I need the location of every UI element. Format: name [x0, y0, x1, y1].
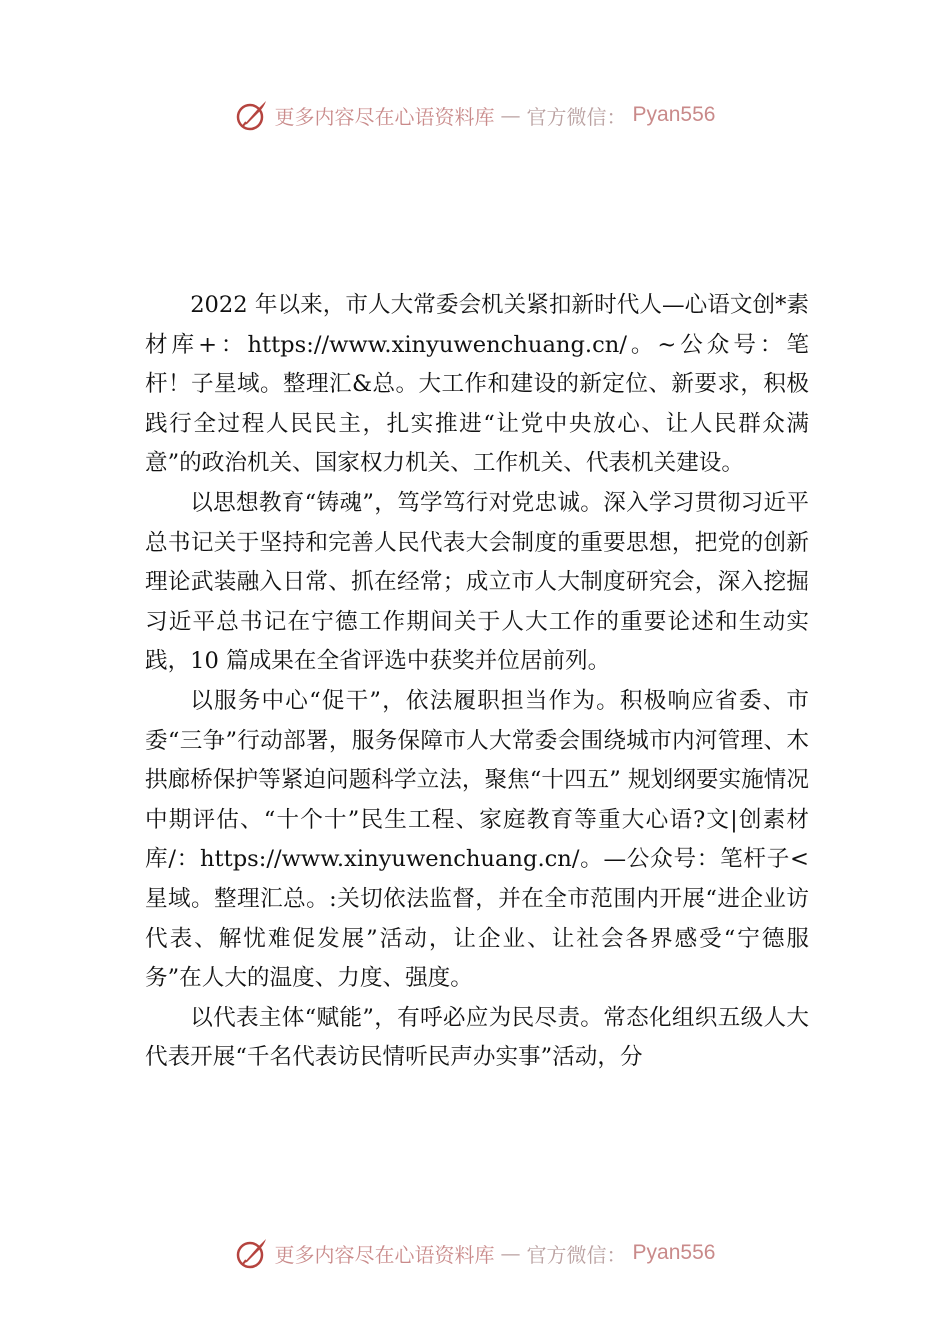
footer-banner-text: 更多内容尽在心语资料库 — [274, 1242, 495, 1267]
header-banner — [0, 95, 950, 135]
footer-banner-id: Pyan556 — [632, 1241, 716, 1264]
quill-logo-icon — [235, 98, 269, 132]
header-banner-text: 更多内容尽在心语资料库 — [274, 104, 495, 129]
document-body — [145, 286, 809, 1078]
paragraph-4: 以代表主体“赋能”，有呼必应为民尽责。常态化组织五级人大代表开展“千名代表访民情听民声办实事”活动，分 — [145, 1004, 809, 1071]
footer-banner-separator: — — [500, 1241, 521, 1265]
footer-banner — [0, 1233, 950, 1273]
paragraph-3: 以服务中心“促干”，依法履职担当作为。积极响应省委、市委“三争”行动部署，服务保障市人大常委会围绕城市内河管理、木拱廊桥保护等紧迫问题科学立法，聚焦“十四五” 规划纲要实施情况中期评估、“十个十”民生工程、家庭教育等重大心语?文|创素材库/：https://www.xinyuwenchuang.cn/。—公众号：笔杆子<星域。整理汇总。:关切依法监督，并在全市范围内开展“进企业访代表、解忧难促发展”活动，让企业、让社会各界感受“宁德服务”在人大的温度、力度、强度。 — [145, 687, 809, 992]
paragraph-2: 以思想教育“铸魂”，笃学笃行对党忠诚。深入学习贯彻习近平总书记关于坚持和完善人民代表大会制度的重要思想，把党的创新理论武装融入日常、抓在经常；成立市人大制度研究会，深入挖掘习近平总书记在宁德工作期间关于人大工作的重要论述和生动实践，10 篇成果在全省评选中获奖并位居前列。 — [145, 489, 809, 675]
header-banner-subtext: 官方微信： — [526, 104, 627, 129]
footer-banner-subtext: 官方微信： — [526, 1242, 627, 1267]
quill-logo-icon — [235, 1236, 269, 1270]
header-banner-separator: — — [500, 103, 521, 127]
header-banner-id: Pyan556 — [632, 103, 716, 126]
paragraph-1: 2022 年以来，市人大常委会机关紧扣新时代人—心语文创*素材库+：https://www.xinyuwenchuang.cn/。~公众号：笔杆！子星域。整理汇&总。大工作和建设的新定位、新要求，积极践行全过程人民民主，扎实推进“让党中央放心、让人民群众满意”的政治机关、国家权力机关、工作机关、代表机关建设。 — [145, 292, 809, 477]
